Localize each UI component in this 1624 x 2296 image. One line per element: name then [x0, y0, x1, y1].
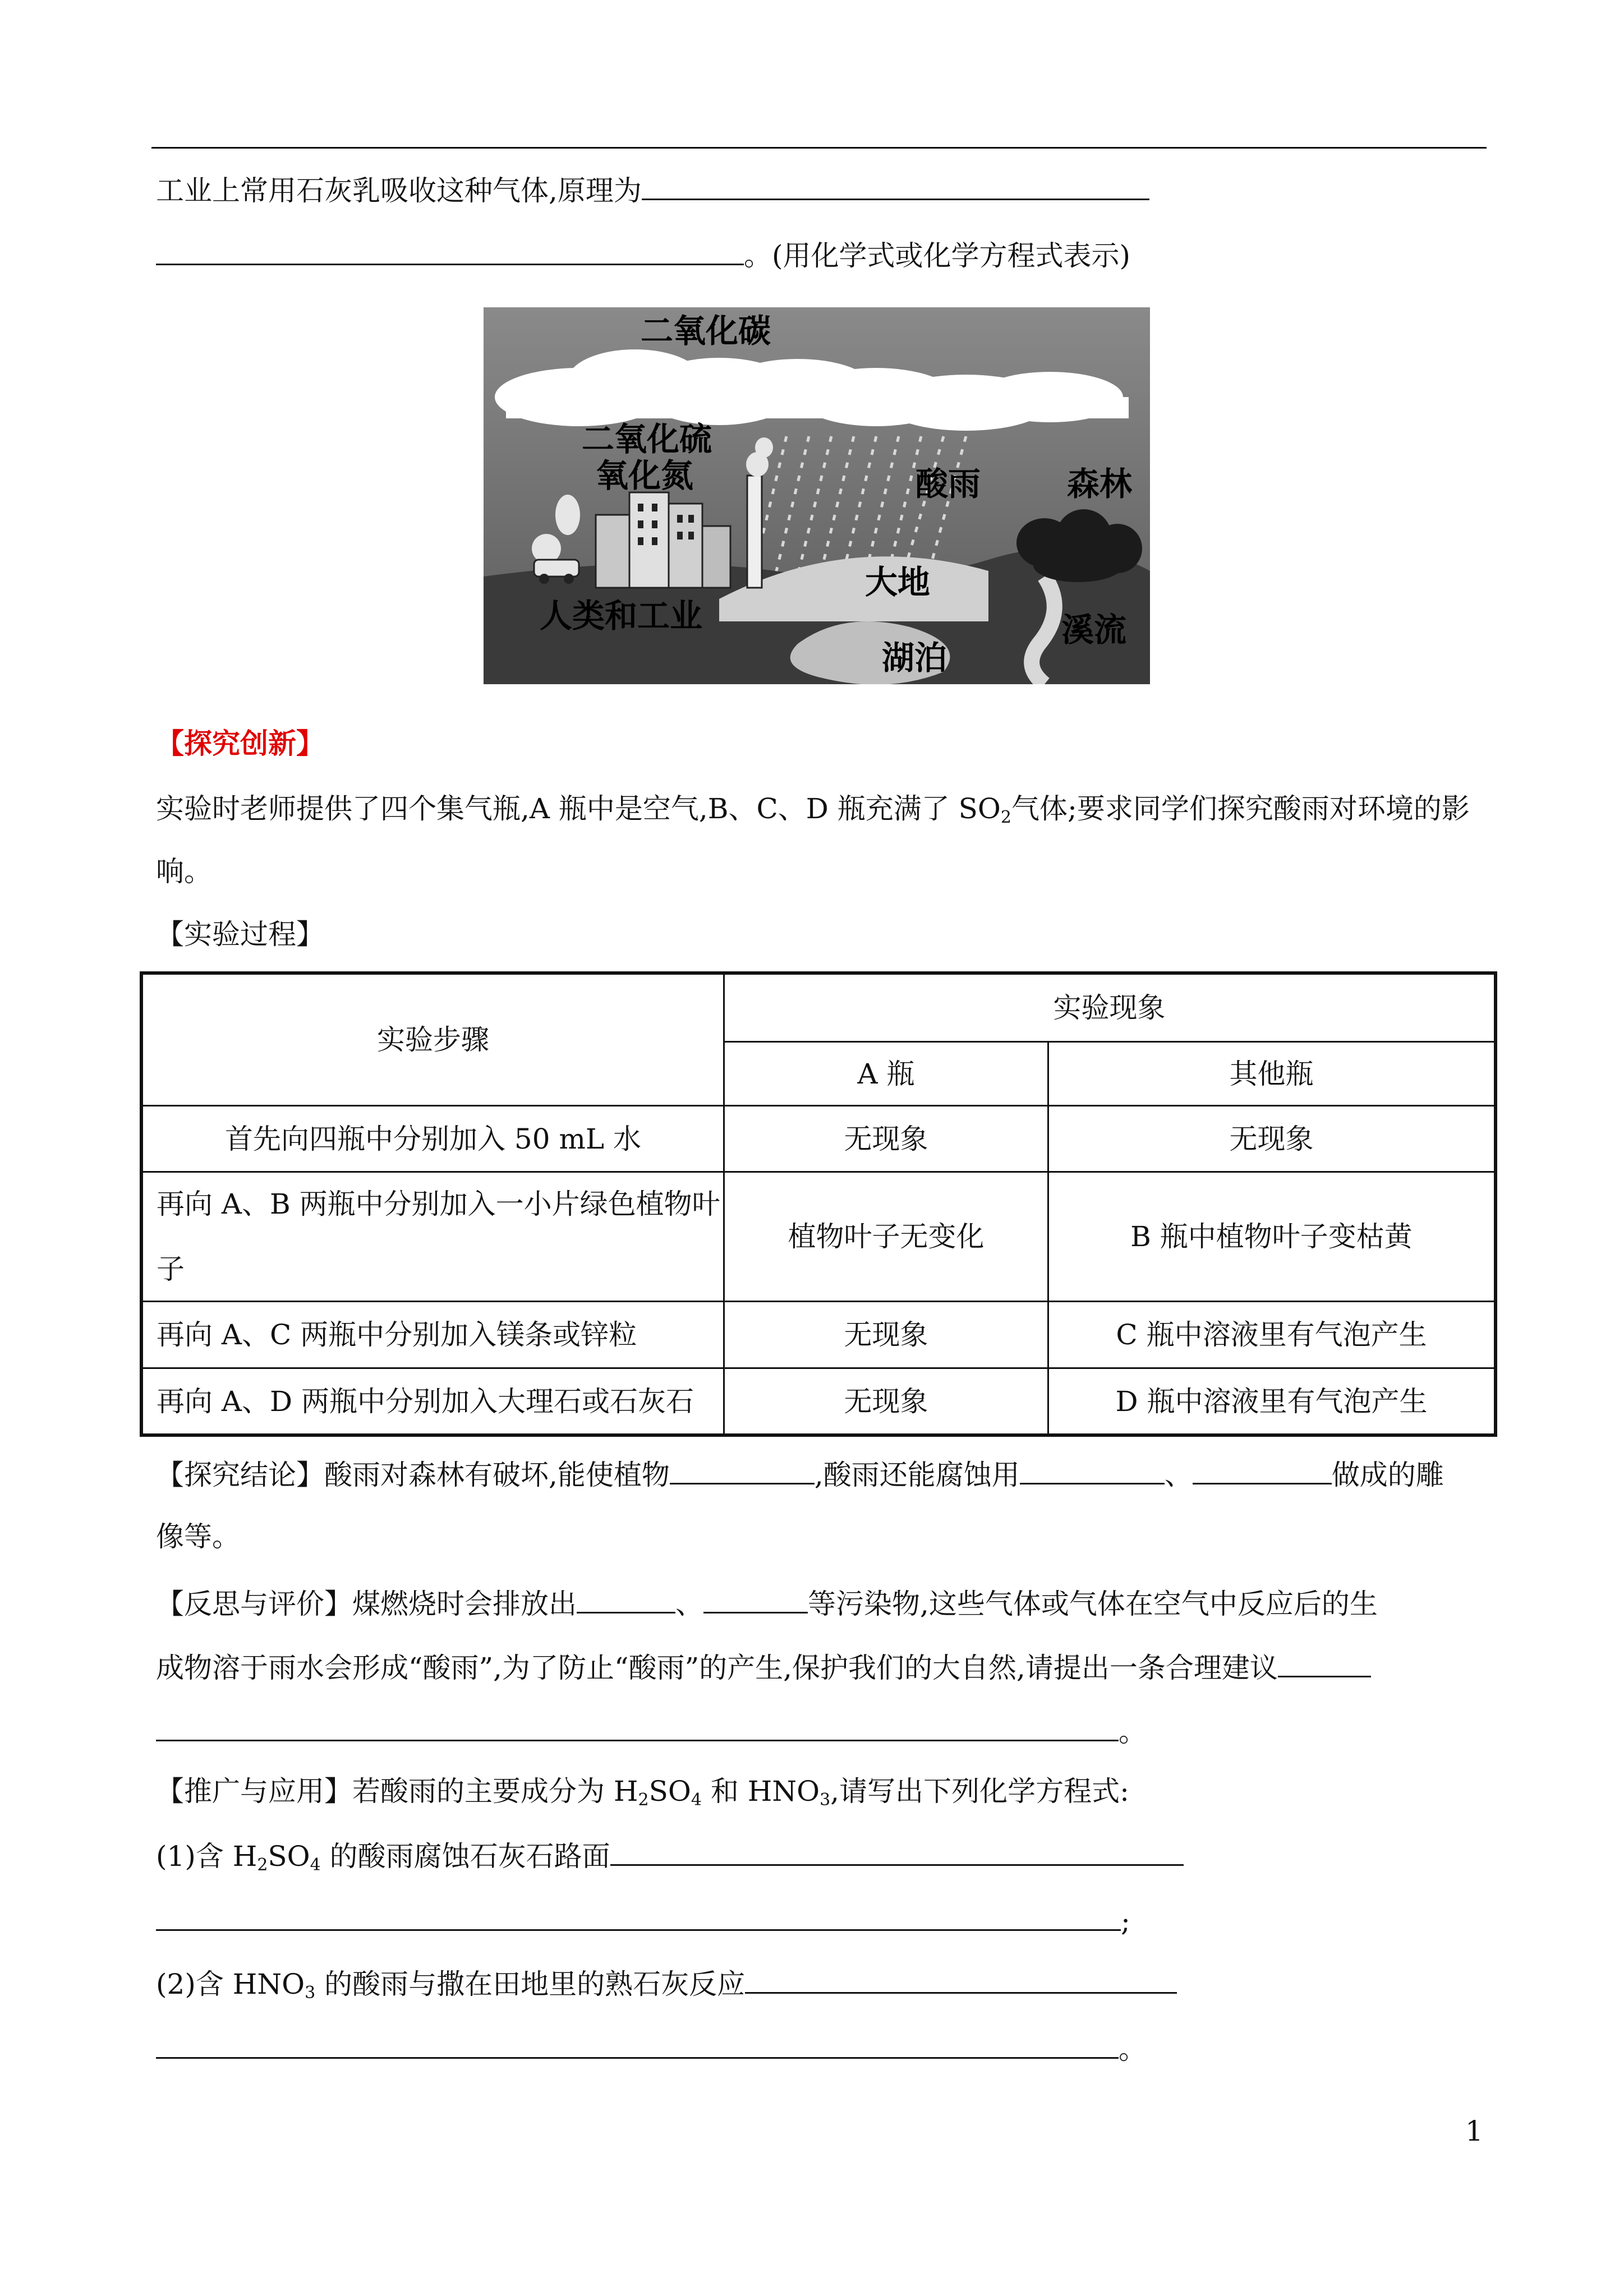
q1-text: (1)含 H [156, 1840, 257, 1873]
table-row-step: 首先向四瓶中分别加入 50 mL 水 [225, 1122, 641, 1155]
application-q1 [156, 1837, 1184, 1873]
application-q2-line-2 [156, 2030, 1147, 2066]
table-row-other: C 瓶中溶液里有气泡产生 [1116, 1318, 1427, 1351]
conclusion-text: ,酸雨还能腐蚀用 [814, 1459, 1020, 1491]
answer-blank[interactable] [1020, 1456, 1165, 1484]
table-row-other: D 瓶中溶液里有气泡产生 [1115, 1385, 1428, 1418]
answer-blank[interactable] [1278, 1649, 1371, 1677]
table-row-other: 无现象 [1229, 1122, 1314, 1155]
label-lake: 湖泊 [882, 639, 947, 677]
application-label: 【推广与应用】 [156, 1775, 352, 1808]
reflection-line-1 [156, 1585, 1378, 1621]
application-q1-line-2 [156, 1902, 1130, 1938]
reflection-text: 。 [1119, 1716, 1147, 1748]
answer-blank[interactable] [642, 172, 1149, 200]
formula-sub: 3 [305, 1983, 316, 2003]
acid-rain-diagram [484, 307, 1150, 684]
reflection-text: 、 [675, 1588, 703, 1620]
label-land: 大地 [865, 563, 931, 601]
answer-blank[interactable] [610, 1837, 1184, 1866]
table-row-other: B 瓶中植物叶子变枯黄 [1130, 1220, 1413, 1253]
answer-blank[interactable] [156, 237, 744, 265]
q2-end: 。 [1119, 2033, 1147, 2066]
step-line-2: 子 [157, 1253, 185, 1285]
formula-sub: 4 [691, 1790, 702, 1810]
intro-text-post: 气体;要求同学们探究酸雨对环境的影 [1011, 792, 1470, 825]
table-row-a: 无现象 [844, 1318, 928, 1351]
formula-sub: 3 [820, 1790, 831, 1810]
intro-sub: 2 [1000, 808, 1012, 827]
application-text: SO [648, 1775, 691, 1808]
conclusion-line-1 [156, 1456, 1444, 1492]
answer-blank[interactable] [156, 1713, 1119, 1741]
explore-intro-1 [156, 792, 1470, 826]
conclusion-line-2: 像等。 [156, 1520, 240, 1553]
header-step: 实验步骤 [377, 1023, 489, 1056]
formula-sub: 2 [257, 1855, 268, 1875]
answer-blank[interactable] [1193, 1456, 1332, 1484]
q1-text: 的酸雨腐蚀石灰石路面 [320, 1840, 610, 1873]
application-intro [156, 1774, 1129, 1808]
acid-rain-illustration [484, 307, 1150, 684]
label-so2: 二氧化硫 [582, 420, 712, 458]
formula-sub: 2 [638, 1790, 649, 1810]
explore-intro-2: 响。 [156, 855, 212, 888]
header-other-bottles: 其他瓶 [1229, 1057, 1314, 1090]
answer-blank[interactable] [156, 1902, 1121, 1931]
process-heading: 【实验过程】 [156, 918, 324, 951]
reflection-text: 等污染物,这些气体或气体在空气中反应后的生 [808, 1588, 1378, 1620]
q1-text: SO [268, 1840, 310, 1873]
header-rule [151, 147, 1487, 149]
step-line-1: 再向 A、B 两瓶中分别加入一小片绿色植物叶 [157, 1188, 720, 1220]
reflection-label: 【反思与评价】 [156, 1588, 352, 1620]
question-text-2: 。(用化学式或化学方程式表示) [744, 239, 1131, 272]
reflection-line-2 [156, 1649, 1371, 1685]
intro-text-pre: 实验时老师提供了四个集气瓶,A 瓶中是空气,B、C、D 瓶充满了 SO [156, 792, 1001, 825]
answer-blank[interactable] [156, 2030, 1119, 2059]
table-row-a: 植物叶子无变化 [788, 1220, 984, 1253]
label-co2: 二氧化碳 [641, 312, 771, 350]
q1-end: ; [1121, 1905, 1130, 1938]
reflection-text: 煤燃烧时会排放出 [352, 1588, 577, 1620]
answer-blank[interactable] [577, 1585, 675, 1613]
answer-blank[interactable] [745, 1965, 1177, 1994]
label-stream: 溪流 [1061, 611, 1127, 649]
application-text: ,请写出下列化学方程式: [830, 1775, 1129, 1808]
header-phenomena: 实验现象 [1053, 992, 1166, 1024]
label-acid-rain: 酸雨 [915, 465, 981, 503]
question-line-1 [156, 172, 1149, 208]
question-line-2 [156, 237, 1130, 273]
question-text-1: 工业上常用石灰乳吸收这种气体,原理为 [156, 174, 642, 207]
experiment-table [140, 971, 1497, 1437]
answer-blank[interactable] [703, 1585, 808, 1613]
label-industry: 人类和工业 [540, 597, 703, 635]
table-row-a: 无现象 [844, 1385, 928, 1418]
application-q2 [156, 1965, 1177, 2001]
conclusion-text: 、 [1164, 1459, 1193, 1491]
answer-blank[interactable] [670, 1456, 815, 1484]
reflection-text: 成物溶于雨水会形成“酸雨”,为了防止“酸雨”的产生,保护我们的大自然,请提出一条合理建议 [156, 1652, 1278, 1684]
q2-text: (2)含 HNO [156, 1968, 305, 2000]
conclusion-text: 酸雨对森林有破坏,能使植物 [324, 1459, 670, 1491]
application-text: 若酸雨的主要成分为 H [352, 1775, 638, 1808]
table-row-step: 再向 A、D 两瓶中分别加入大理石或石灰石 [157, 1385, 694, 1418]
application-text: 和 HNO [701, 1775, 820, 1808]
explore-heading: 【探究创新】 [156, 727, 324, 760]
table-row-step: 再向 A、C 两瓶中分别加入镁条或锌粒 [157, 1318, 637, 1351]
table-row-step [143, 1173, 723, 1301]
conclusion-label: 【探究结论】 [156, 1459, 324, 1491]
table-row-a: 无现象 [844, 1122, 928, 1155]
label-nox: 氧化氮 [596, 457, 694, 495]
formula-sub: 4 [310, 1855, 321, 1875]
reflection-line-3 [156, 1713, 1147, 1749]
page-number: 1 [1465, 2115, 1483, 2147]
q2-text: 的酸雨与撒在田地里的熟石灰反应 [315, 1968, 746, 2000]
label-forest: 森林 [1067, 465, 1133, 503]
conclusion-text: 做成的雕 [1331, 1459, 1444, 1491]
header-bottle-a: A 瓶 [857, 1057, 915, 1090]
